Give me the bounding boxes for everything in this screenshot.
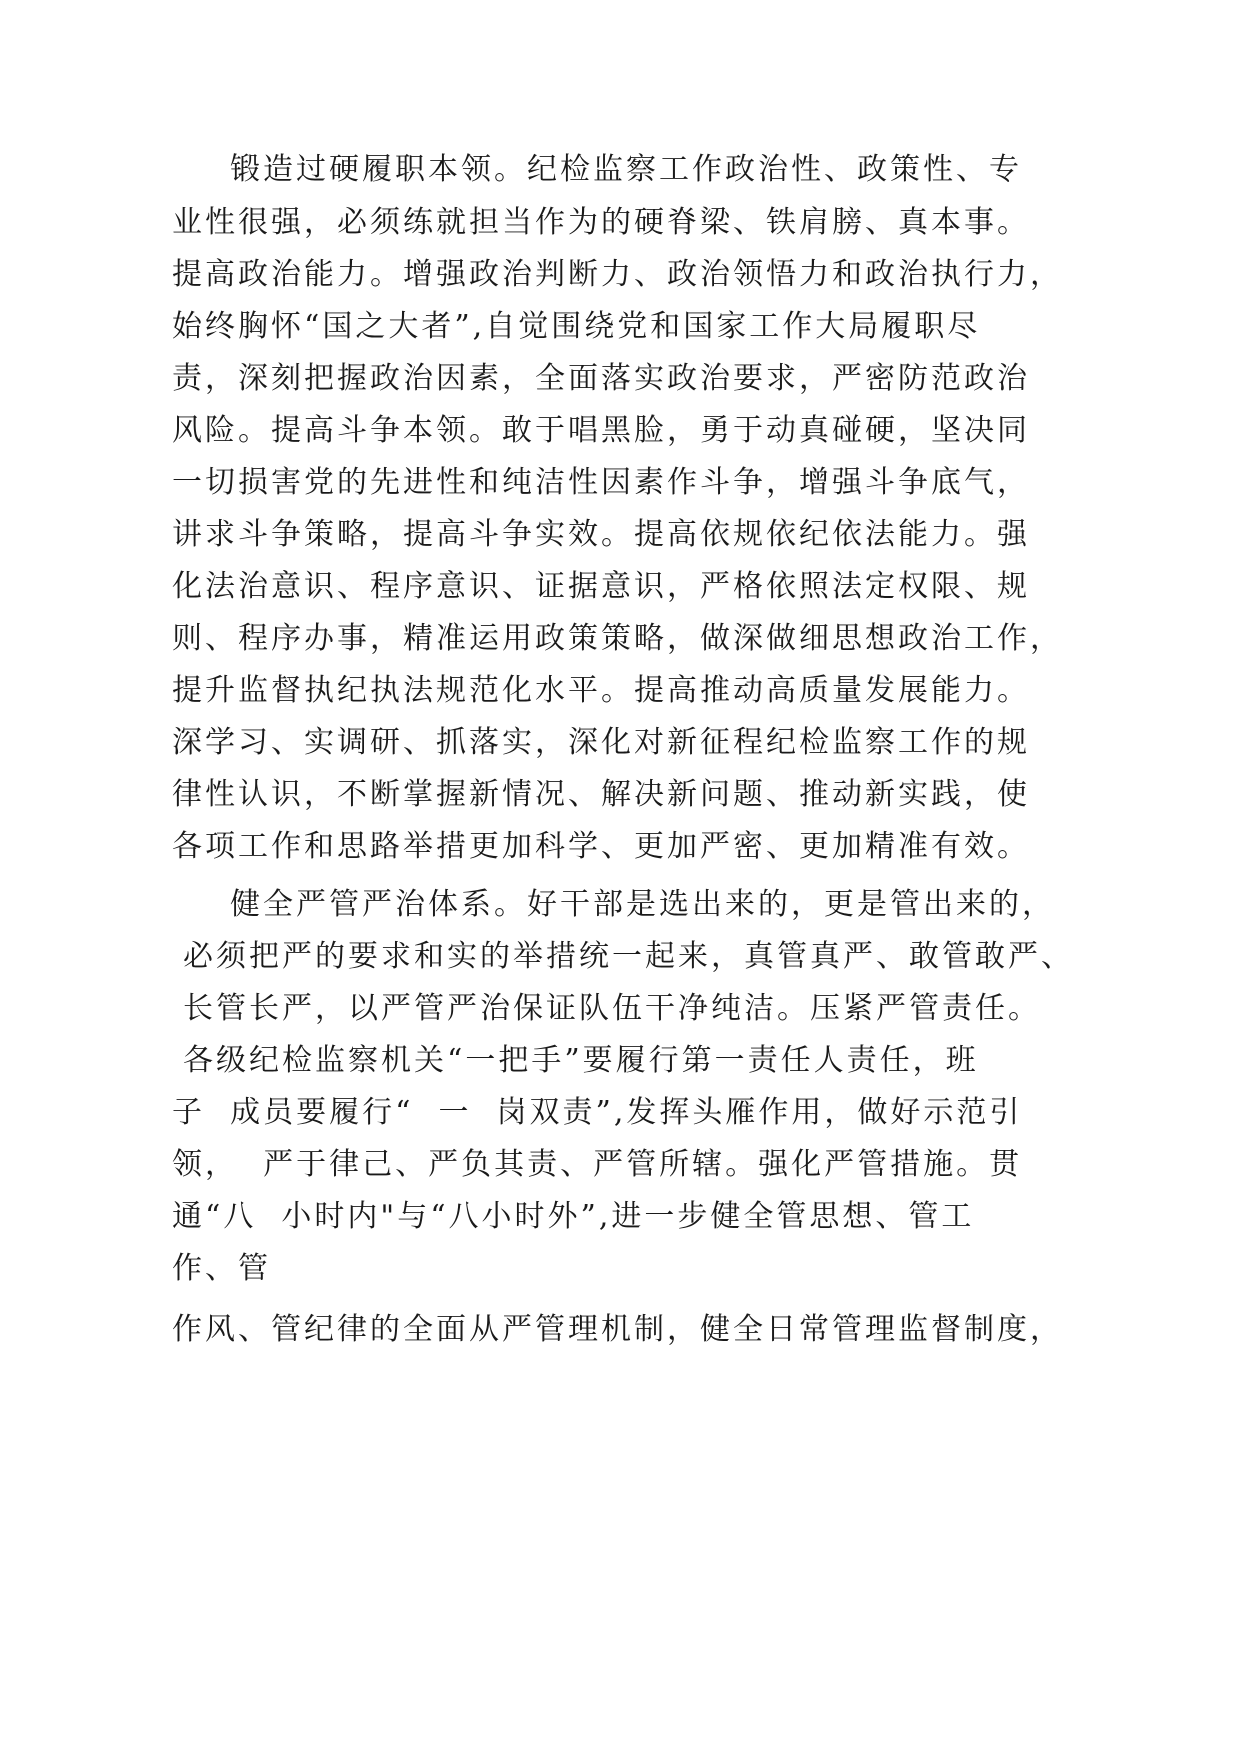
text-line: 子 成员要履行“ 一 岗双责”,发挥头雁作用，做好示范引 xyxy=(172,1095,1023,1130)
text-line: 作风、管纪律的全面从严管理机制，健全日常管理监督制度， xyxy=(172,1312,1063,1347)
text-line: 律性认识，不断掌握新情况、解决新问题、推动新实践，使 xyxy=(172,777,1030,812)
text-line: 化法治意识、程序意识、证据意识，严格依照法定权限、规 xyxy=(172,569,1030,604)
text-line: 各项工作和思路举措更加科学、更加严密、更加精准有效。 xyxy=(172,829,1030,864)
text-line: 深学习、实调研、抓落实，深化对新征程纪检监察工作的规 xyxy=(172,725,1030,760)
text-line: 风险。提高斗争本领。敢于唱黑脸，勇于动真碰硬，坚决同 xyxy=(172,413,1030,448)
text-line: 通“八 小时内"与“八小时外”,进一步健全管思想、管工 xyxy=(172,1199,975,1234)
text-line: 始终胸怀“国之大者”,自觉围绕党和国家工作大局履职尽 xyxy=(172,309,981,344)
text-line: 锻造过硬履职本领。纪检监察工作政治性、政策性、专 xyxy=(230,152,1022,187)
text-line: 健全严管严治体系。好干部是选出来的，更是管出来的， xyxy=(230,887,1055,922)
text-line: 各级纪检监察机关“一把手”要履行第一责任人责任，班 xyxy=(183,1043,979,1078)
text-line: 提高政治能力。增强政治判断力、政治领悟力和政治执行力， xyxy=(172,257,1063,292)
text-line: 责，深刻把握政治因素，全面落实政治要求，严密防范政治 xyxy=(172,361,1030,396)
text-line: 业性很强，必须练就担当作为的硬脊梁、铁肩膀、真本事。 xyxy=(172,205,1030,240)
text-line: 必须把严的要求和实的举措统一起来，真管真严、敢管敢严、 xyxy=(183,939,1074,974)
text-line: 提升监督执纪执法规范化水平。提高推动高质量发展能力。 xyxy=(172,673,1030,708)
text-line: 作、管 xyxy=(172,1251,271,1286)
text-line: 长管长严，以严管严治保证队伍干净纯洁。压紧严管责任。 xyxy=(183,991,1041,1026)
text-line: 讲求斗争策略，提高斗争实效。提高依规依纪依法能力。强 xyxy=(172,517,1030,552)
text-line: 一切损害党的先进性和纯洁性因素作斗争，增强斗争底气， xyxy=(172,465,1030,500)
text-line: 领， 严于律己、严负其责、严管所辖。强化严管措施。贯 xyxy=(172,1147,1023,1182)
text-line: 则、程序办事，精准运用政策策略，做深做细思想政治工作， xyxy=(172,621,1063,656)
